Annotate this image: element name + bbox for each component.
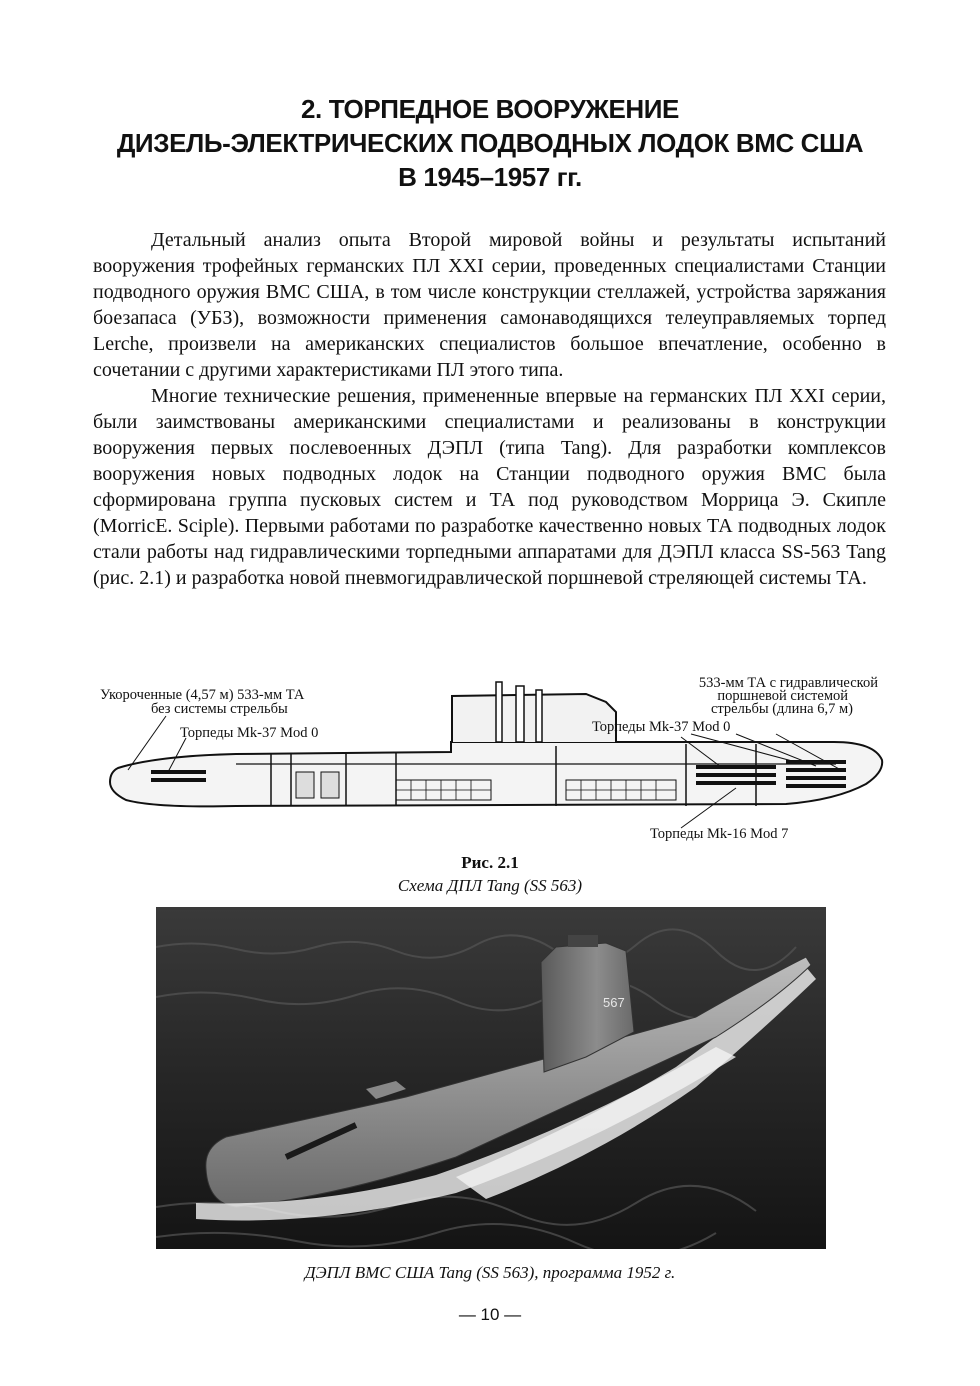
paragraph-2: Многие технические решения, примененные впервые на германских ПЛ XXI серии, были заимствованы американскими специалистами и реализованы в конструкции вооружения первых послевоенных ДЭПЛ (типа Tang). Для разработки комплексов вооружения новых подводных лодок на Станции подводного оружия ВМС была сформирована группа пусковых систем и ТА под руководством Моррица Э. Скипле (MorricE. Sciple). Первыми работами по разработке качественно новых ТА подводных лодок стали работы над гидравлическими торпедными аппаратами для ДЭПЛ класса SS-563 Tang (рис. 2.1) и разработка новой пневмогидравлической поршневой стреляющей системы ТА. xyxy=(93,385,886,589)
diesel-engine xyxy=(296,772,314,798)
submarine-photo xyxy=(156,907,826,1249)
periscope-mast xyxy=(496,682,502,742)
label-stern-torpedoes: Торпеды Mk-37 Mod 0 xyxy=(180,725,319,741)
label-bow-torpedoes-mk37: Торпеды Mk-37 Mod 0 xyxy=(592,719,731,735)
label-bow-tubes-2: поршневой системой xyxy=(717,688,848,704)
antenna-mast xyxy=(536,690,542,742)
diesel-engine xyxy=(321,772,339,798)
chapter-title-line-1: 2. ТОРПЕДНОЕ ВООРУЖЕНИЕ xyxy=(300,94,680,124)
snorkel-mast xyxy=(516,686,524,742)
chapter-title-line-2: ДИЗЕЛЬ-ЭЛЕКТРИЧЕСКИХ ПОДВОДНЫХ ЛОДОК ВМС США xyxy=(116,128,864,158)
page-number: — 10 — xyxy=(458,1305,522,1324)
photo-caption: ДЭПЛ ВМС США Tang (SS 563), программа 1952 г. xyxy=(304,1263,676,1282)
figure-label: Рис. 2.1 xyxy=(461,853,519,872)
hull-number: 567 xyxy=(603,995,625,1010)
label-bow-tubes: 533-мм ТА с гидравлической xyxy=(698,675,878,691)
body-text xyxy=(93,227,886,591)
sail-masts xyxy=(568,935,598,947)
label-bow-tubes-3: стрельбы (длина 6,7 м) xyxy=(710,701,853,717)
paragraph-1: Детальный анализ опыта Второй мировой войны и результаты испытаний вооружения трофейных германских ПЛ XXI серии, проведенных специалистами Станции подводного оружия ВМС США, в том числе конструкции стеллажей, устройства заряжания боезапаса (УБЗ), возможности применения самонаводящихся телеуправляемых торпед Lerche, произвели на американских специалистов большое впечатление, особенно в сочетании с другими характеристиками ПЛ этого типа. xyxy=(93,229,886,381)
label-stern-tubes: Укороченные (4,57 м) 533-мм ТА xyxy=(100,687,305,703)
chapter-title xyxy=(60,92,920,194)
chapter-title-line-3: В 1945–1957 гг. xyxy=(398,162,582,192)
label-bow-torpedoes-mk16: Торпеды Mk-16 Mod 7 xyxy=(650,826,789,842)
figure-caption: Схема ДПЛ Tang (SS 563) xyxy=(397,876,583,895)
label-stern-tubes-2: без системы стрельбы xyxy=(151,701,288,717)
submarine-cutaway-diagram xyxy=(96,672,886,844)
